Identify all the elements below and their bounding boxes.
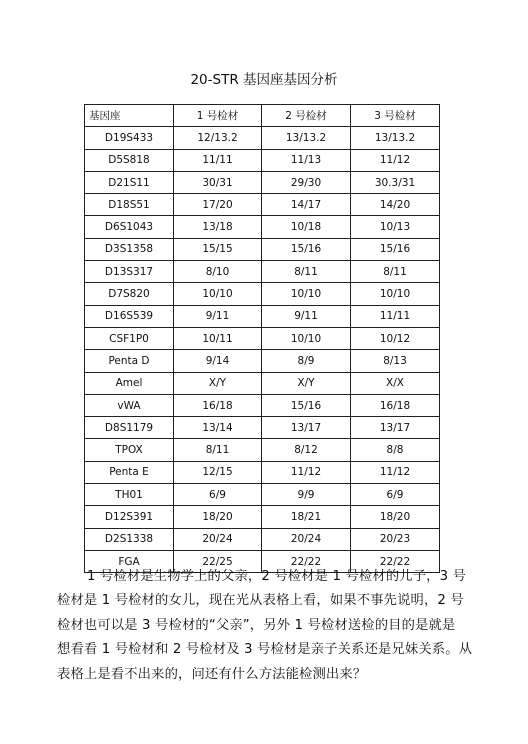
sample-2-genotype: 22/22: [262, 550, 351, 572]
paragraph-line: 检材是 1 号检材的女儿，现在光从表格上看，如果不事先说明，2 号: [57, 593, 464, 609]
sample-1-genotype: 15/15: [174, 238, 262, 260]
sample-1-genotype: 13/14: [174, 417, 262, 439]
table-row: [85, 238, 440, 260]
table-row: [85, 194, 440, 216]
sample-1-genotype: 17/20: [174, 194, 262, 216]
header-sample-2: 2 号检材: [262, 105, 351, 127]
sample-3-genotype: 30.3/31: [351, 171, 440, 193]
locus-name: CSF1P0: [85, 327, 174, 349]
sample-3-genotype: 11/11: [351, 305, 440, 327]
document-title: 20-STR 基因座基因分析: [190, 72, 338, 88]
sample-3-genotype: 8/11: [351, 261, 440, 283]
sample-1-genotype: 13/18: [174, 216, 262, 238]
sample-2-genotype: 8/11: [262, 261, 351, 283]
sample-3-genotype: 6/9: [351, 484, 440, 506]
sample-3-genotype: 11/12: [351, 149, 440, 171]
table-row: [85, 283, 440, 305]
table-row: [85, 372, 440, 394]
header-locus: 基因座: [85, 105, 174, 127]
sample-3-genotype: 10/10: [351, 283, 440, 305]
sample-1-genotype: 12/13.2: [174, 127, 262, 149]
sample-2-genotype: 13/13.2: [262, 127, 351, 149]
table-row: [85, 261, 440, 283]
sample-1-genotype: 11/11: [174, 149, 262, 171]
locus-name: D21S11: [85, 171, 174, 193]
locus-name: D3S1358: [85, 238, 174, 260]
table-header-row: [85, 105, 440, 127]
table-row: [85, 171, 440, 193]
sample-3-genotype: 15/16: [351, 238, 440, 260]
sample-2-genotype: 9/9: [262, 484, 351, 506]
table-row: [85, 350, 440, 372]
question-paragraph: [57, 565, 473, 687]
locus-name: D8S1179: [85, 417, 174, 439]
table-row: [85, 528, 440, 550]
sample-3-genotype: 14/20: [351, 194, 440, 216]
locus-name: D16S539: [85, 305, 174, 327]
sample-2-genotype: 11/12: [262, 461, 351, 483]
sample-2-genotype: 15/16: [262, 394, 351, 416]
sample-1-genotype: 30/31: [174, 171, 262, 193]
locus-name: FGA: [85, 550, 174, 572]
locus-name: D19S433: [85, 127, 174, 149]
locus-name: D12S391: [85, 506, 174, 528]
locus-name: vWA: [85, 394, 174, 416]
sample-1-genotype: 9/11: [174, 305, 262, 327]
header-sample-3: 3 号检材: [351, 105, 440, 127]
sample-1-genotype: 12/15: [174, 461, 262, 483]
sample-1-genotype: 9/14: [174, 350, 262, 372]
sample-3-genotype: 22/22: [351, 550, 440, 572]
sample-2-genotype: 13/17: [262, 417, 351, 439]
sample-3-genotype: 13/17: [351, 417, 440, 439]
sample-1-genotype: 6/9: [174, 484, 262, 506]
sample-2-genotype: 10/18: [262, 216, 351, 238]
sample-3-genotype: 18/20: [351, 506, 440, 528]
sample-2-genotype: 29/30: [262, 171, 351, 193]
table-row: [85, 305, 440, 327]
locus-name: TH01: [85, 484, 174, 506]
header-sample-1: 1 号检材: [174, 105, 262, 127]
sample-2-genotype: 18/21: [262, 506, 351, 528]
paragraph-line: 检材也可以是 3 号检材的“父亲”，另外 1 号检材送检的目的是就是: [57, 617, 456, 633]
sample-2-genotype: X/Y: [262, 372, 351, 394]
table-row: [85, 327, 440, 349]
sample-1-genotype: 8/11: [174, 439, 262, 461]
sample-3-genotype: 10/13: [351, 216, 440, 238]
sample-1-genotype: 20/24: [174, 528, 262, 550]
table-row: [85, 394, 440, 416]
locus-name: TPOX: [85, 439, 174, 461]
sample-3-genotype: 10/12: [351, 327, 440, 349]
paragraph-line: 表格上是看不出来的，问还有什么方法能检测出来？: [57, 666, 367, 682]
sample-2-genotype: 11/13: [262, 149, 351, 171]
locus-name: D6S1043: [85, 216, 174, 238]
sample-1-genotype: X/Y: [174, 372, 262, 394]
locus-name: D5S818: [85, 149, 174, 171]
sample-3-genotype: 13/13.2: [351, 127, 440, 149]
sample-2-genotype: 15/16: [262, 238, 351, 260]
sample-1-genotype: 16/18: [174, 394, 262, 416]
sample-2-genotype: 20/24: [262, 528, 351, 550]
sample-1-genotype: 10/11: [174, 327, 262, 349]
table-row: [85, 127, 440, 149]
paragraph-line: 1 号检材是生物学上的父亲，2 号检材是 1 号检材的儿子，3 号: [87, 569, 467, 584]
table-row: [85, 439, 440, 461]
table-row: [85, 461, 440, 483]
sample-3-genotype: 8/13: [351, 350, 440, 372]
table-row: [85, 484, 440, 506]
sample-1-genotype: 8/10: [174, 261, 262, 283]
locus-name: Penta D: [85, 350, 174, 372]
sample-2-genotype: 10/10: [262, 283, 351, 305]
sample-3-genotype: X/X: [351, 372, 440, 394]
sample-2-genotype: 9/11: [262, 305, 351, 327]
sample-1-genotype: 10/10: [174, 283, 262, 305]
locus-name: D18S51: [85, 194, 174, 216]
sample-3-genotype: 16/18: [351, 394, 440, 416]
table-row: [85, 506, 440, 528]
locus-name: D13S317: [85, 261, 174, 283]
sample-2-genotype: 8/12: [262, 439, 351, 461]
table-row: [85, 149, 440, 171]
sample-1-genotype: 18/20: [174, 506, 262, 528]
sample-1-genotype: 22/25: [174, 550, 262, 572]
locus-name: D7S820: [85, 283, 174, 305]
sample-3-genotype: 8/8: [351, 439, 440, 461]
table-row: [85, 216, 440, 238]
locus-name: Amel: [85, 372, 174, 394]
paragraph-line: 想看看 1 号检材和 2 号检材及 3 号检材是亲子关系还是兄妹关系。从: [57, 642, 473, 658]
sample-2-genotype: 10/10: [262, 327, 351, 349]
sample-2-genotype: 8/9: [262, 350, 351, 372]
sample-3-genotype: 11/12: [351, 461, 440, 483]
str-locus-table: [84, 104, 440, 573]
sample-3-genotype: 20/23: [351, 528, 440, 550]
sample-2-genotype: 14/17: [262, 194, 351, 216]
locus-name: Penta E: [85, 461, 174, 483]
locus-name: D2S1338: [85, 528, 174, 550]
table-row: [85, 417, 440, 439]
